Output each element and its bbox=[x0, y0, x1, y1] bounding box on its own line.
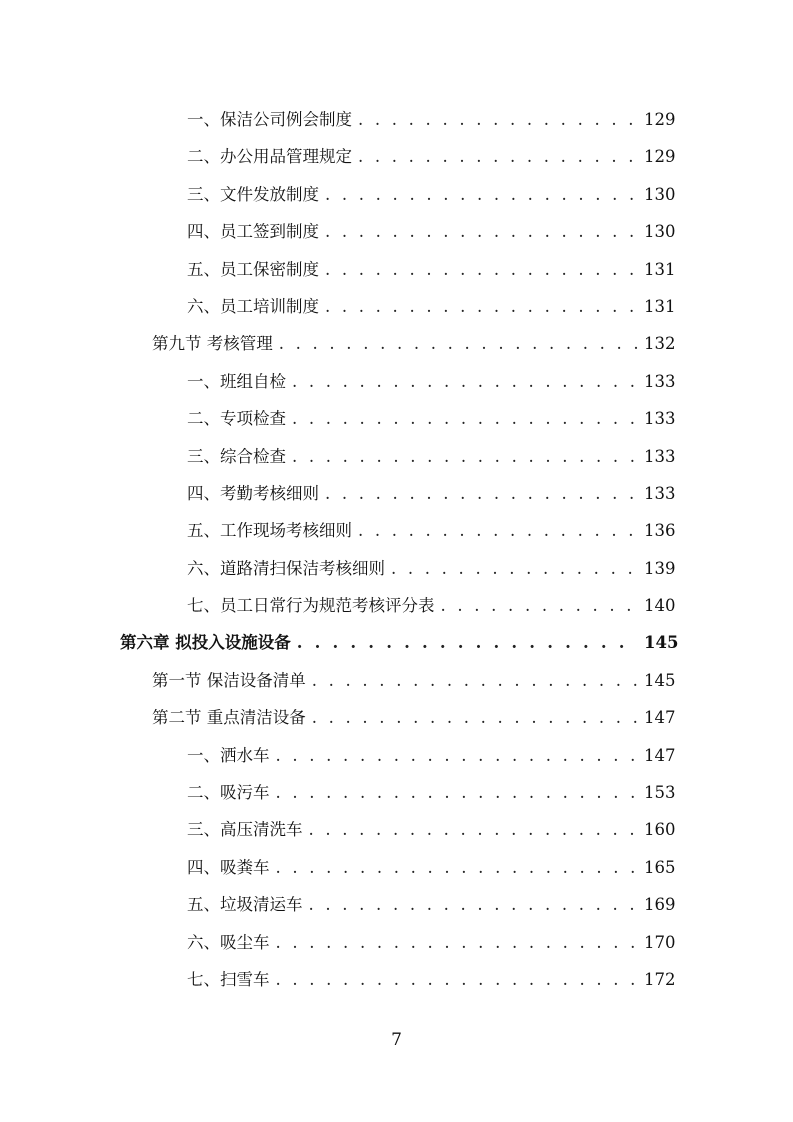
dot-leader bbox=[276, 774, 639, 811]
toc-entry-item[interactable] bbox=[0, 512, 793, 549]
page-number: 7 bbox=[391, 1030, 402, 1050]
toc-entry-item[interactable] bbox=[0, 774, 793, 811]
toc-entry-title: 第二节 重点清洁设备 bbox=[152, 708, 306, 728]
toc-entry-title: 三、文件发放制度 bbox=[187, 184, 319, 204]
toc-entry-item[interactable] bbox=[0, 101, 793, 138]
dot-leader bbox=[441, 587, 639, 624]
table-of-contents bbox=[0, 101, 793, 998]
toc-entry-section[interactable] bbox=[0, 699, 793, 736]
toc-entry-title: 七、员工日常行为规范考核评分表 bbox=[187, 596, 435, 616]
dot-leader bbox=[358, 138, 638, 175]
dot-leader bbox=[297, 624, 638, 661]
dot-leader bbox=[276, 924, 639, 961]
toc-entry-title: 第九节 考核管理 bbox=[152, 334, 273, 354]
toc-entry-page: 129 bbox=[644, 110, 676, 129]
dot-leader bbox=[325, 475, 638, 512]
dot-leader bbox=[309, 811, 639, 848]
toc-entry-item[interactable] bbox=[0, 251, 793, 288]
toc-entry-title: 二、办公用品管理规定 bbox=[187, 147, 352, 167]
toc-entry-item[interactable] bbox=[0, 363, 793, 400]
toc-entry-page: 132 bbox=[644, 334, 676, 354]
dot-leader bbox=[276, 849, 639, 886]
toc-entry-title: 五、垃圾清运车 bbox=[187, 895, 303, 915]
toc-entry-page: 133 bbox=[644, 371, 676, 391]
toc-entry-title: 六、吸尘车 bbox=[187, 932, 270, 952]
toc-entry-title: 二、吸污车 bbox=[187, 783, 270, 803]
toc-entry-item[interactable] bbox=[0, 924, 793, 961]
dot-leader bbox=[276, 737, 639, 774]
dot-leader bbox=[279, 325, 638, 362]
toc-entry-item[interactable] bbox=[0, 438, 793, 475]
toc-entry-title: 一、班组自检 bbox=[187, 371, 286, 391]
toc-entry-title: 三、综合检查 bbox=[187, 446, 286, 466]
dot-leader bbox=[325, 288, 638, 325]
toc-entry-item[interactable] bbox=[0, 400, 793, 437]
toc-entry-title: 四、吸粪车 bbox=[187, 857, 270, 877]
dot-leader bbox=[309, 886, 639, 923]
toc-entry-item[interactable] bbox=[0, 587, 793, 624]
toc-entry-page: 153 bbox=[644, 783, 676, 803]
dot-leader bbox=[312, 662, 638, 699]
toc-entry-page: 133 bbox=[644, 483, 676, 503]
toc-entry-item[interactable] bbox=[0, 961, 793, 998]
toc-entry-page: 130 bbox=[644, 222, 676, 242]
toc-entry-section[interactable] bbox=[0, 325, 793, 362]
toc-entry-title: 五、员工保密制度 bbox=[187, 259, 319, 279]
toc-entry-page: 160 bbox=[644, 820, 676, 840]
toc-entry-title: 第一节 保洁设备清单 bbox=[152, 670, 306, 690]
toc-entry-page: 172 bbox=[644, 969, 676, 989]
toc-entry-item[interactable] bbox=[0, 737, 793, 774]
toc-entry-title: 四、考勤考核细则 bbox=[187, 483, 319, 503]
toc-entry-item[interactable] bbox=[0, 849, 793, 886]
dot-leader bbox=[325, 176, 638, 213]
toc-entry-title: 第六章 拟投入设施设备 bbox=[120, 633, 291, 653]
toc-entry-item[interactable] bbox=[0, 886, 793, 923]
toc-entry-chapter[interactable] bbox=[0, 624, 793, 661]
toc-entry-title: 六、员工培训制度 bbox=[187, 296, 319, 316]
dot-leader bbox=[292, 363, 638, 400]
toc-entry-item[interactable] bbox=[0, 550, 793, 587]
toc-entry-title: 四、员工签到制度 bbox=[187, 222, 319, 242]
toc-entry-page: 129 bbox=[644, 147, 676, 167]
toc-entry-page: 169 bbox=[644, 895, 676, 915]
toc-entry-page: 136 bbox=[644, 521, 676, 541]
toc-entry-title: 七、扫雪车 bbox=[187, 969, 270, 989]
toc-entry-item[interactable] bbox=[0, 475, 793, 512]
toc-entry-item[interactable] bbox=[0, 138, 793, 175]
toc-entry-title: 六、道路清扫保洁考核细则 bbox=[187, 558, 385, 578]
dot-leader bbox=[391, 550, 638, 587]
dot-leader bbox=[358, 512, 638, 549]
toc-entry-title: 五、工作现场考核细则 bbox=[187, 521, 352, 541]
toc-entry-title: 一、保洁公司例会制度 bbox=[187, 110, 352, 129]
dot-leader bbox=[312, 699, 638, 736]
dot-leader bbox=[292, 438, 638, 475]
toc-entry-page: 131 bbox=[644, 296, 676, 316]
toc-entry-item[interactable] bbox=[0, 176, 793, 213]
dot-leader bbox=[358, 101, 638, 138]
dot-leader bbox=[292, 400, 638, 437]
toc-entry-item[interactable] bbox=[0, 811, 793, 848]
toc-entry-page: 145 bbox=[644, 670, 676, 690]
toc-entry-page: 139 bbox=[644, 558, 676, 578]
dot-leader bbox=[325, 213, 638, 250]
toc-entry-page: 131 bbox=[644, 259, 676, 279]
toc-entry-title: 一、洒水车 bbox=[187, 745, 270, 765]
toc-entry-title: 三、高压清洗车 bbox=[187, 820, 303, 840]
toc-entry-page: 130 bbox=[644, 184, 676, 204]
toc-entry-item[interactable] bbox=[0, 288, 793, 325]
toc-entry-page: 140 bbox=[644, 596, 676, 616]
toc-entry-page: 147 bbox=[644, 745, 676, 765]
toc-entry-page: 147 bbox=[644, 708, 676, 728]
toc-entry-page: 133 bbox=[644, 446, 676, 466]
toc-entry-item[interactable] bbox=[0, 213, 793, 250]
toc-entry-section[interactable] bbox=[0, 662, 793, 699]
dot-leader bbox=[276, 961, 639, 998]
toc-entry-page: 165 bbox=[644, 857, 676, 877]
toc-entry-page: 133 bbox=[644, 409, 676, 429]
toc-entry-page: 170 bbox=[644, 932, 676, 952]
toc-entry-page: 145 bbox=[644, 633, 679, 653]
toc-entry-title: 二、专项检查 bbox=[187, 409, 286, 429]
dot-leader bbox=[325, 251, 638, 288]
